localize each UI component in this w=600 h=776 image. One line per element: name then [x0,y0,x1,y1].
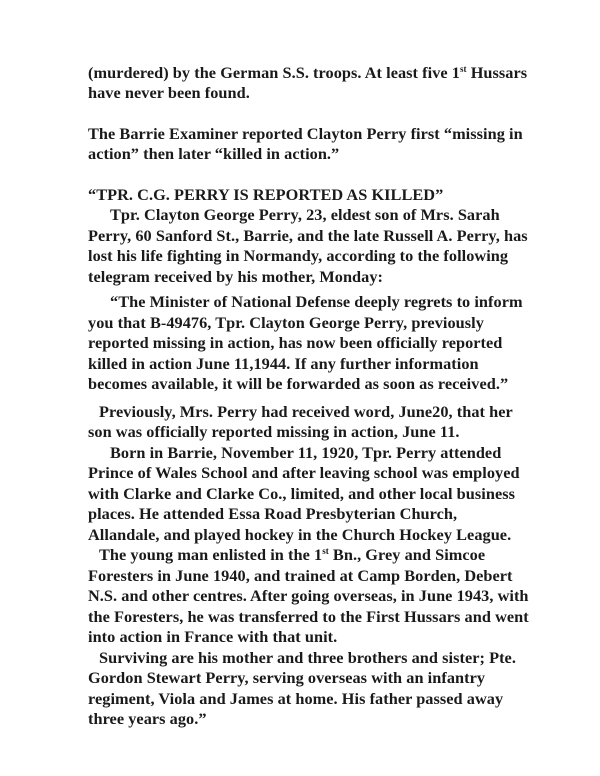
telegram-quote-line: “The Minister of National Defense deeply regrets to inform [110,292,523,311]
text-line: lost his life fighting in Normandy, according to the following [88,246,509,265]
text-line: with Clarke and Clarke Co., limited, and other local business [88,484,515,503]
text-line [99,545,485,565]
text-line: telegram received by his mother, Monday: [88,267,384,286]
text-line: three years ago.” [88,709,207,728]
text-line: Perry, 60 Sanford St., Barrie, and the late Russell A. Perry, has [88,226,528,245]
telegram-quote-line: reported missing in action, has now been officially reported [88,333,503,352]
text-line: Prince of Wales School and after leaving school was employed [88,463,520,482]
text-line: Tpr. Clayton George Perry, 23, eldest son of Mrs. Sarah [110,205,500,224]
article-headline: “TPR. C.G. PERRY IS REPORTED AS KILLED” [88,185,444,204]
text-line: Surviving are his mother and three brothers and sister; Pte. [99,648,516,667]
text-segment: Hussars [466,63,528,82]
text-line: Gordon Stewart Perry, serving overseas with an infantry [88,668,486,687]
text-line: have never been found. [88,83,250,102]
text-line: regiment, Viola and James at home. His father passed away [88,689,504,708]
ordinal-superscript: st [322,546,329,556]
text-segment: The young man enlisted in the 1 [99,545,323,564]
text-line: the Foresters, he was transferred to the First Hussars and went [88,607,529,626]
text-line: son was officially reported missing in action, June 11. [88,422,460,441]
telegram-quote-line: you that B-49476, Tpr. Clayton George Perry, previously [88,313,484,332]
text-line: places. He attended Essa Road Presbyterian Church, [88,504,458,523]
text-line [88,63,527,83]
ordinal-superscript: st [459,64,467,74]
text-segment: (murdered) by the German S.S. troops. At least five 1 [88,63,460,82]
telegram-quote-line: killed in action June 11,1944. If any further information [88,354,479,373]
text-line: action” then later “killed in action.” [88,144,340,163]
text-line: N.S. and other centres. After going overseas, in June 1943, with [88,586,529,605]
text-line: The Barrie Examiner reported Clayton Perry first “missing in [88,124,523,143]
text-segment: Bn., Grey and Simcoe [328,545,486,564]
text-line: Born in Barrie, November 11, 1920, Tpr. Perry attended [110,443,502,462]
text-line: into action in France with that unit. [88,627,338,646]
telegram-quote-line: becomes available, it will be forwarded as soon as received.” [88,374,509,393]
text-line: Allandale, and played hockey in the Church Hockey League. [88,525,512,544]
text-line: Previously, Mrs. Perry had received word, June20, that her [99,402,513,421]
text-line: Foresters in June 1940, and trained at Camp Borden, Debert [88,566,513,585]
